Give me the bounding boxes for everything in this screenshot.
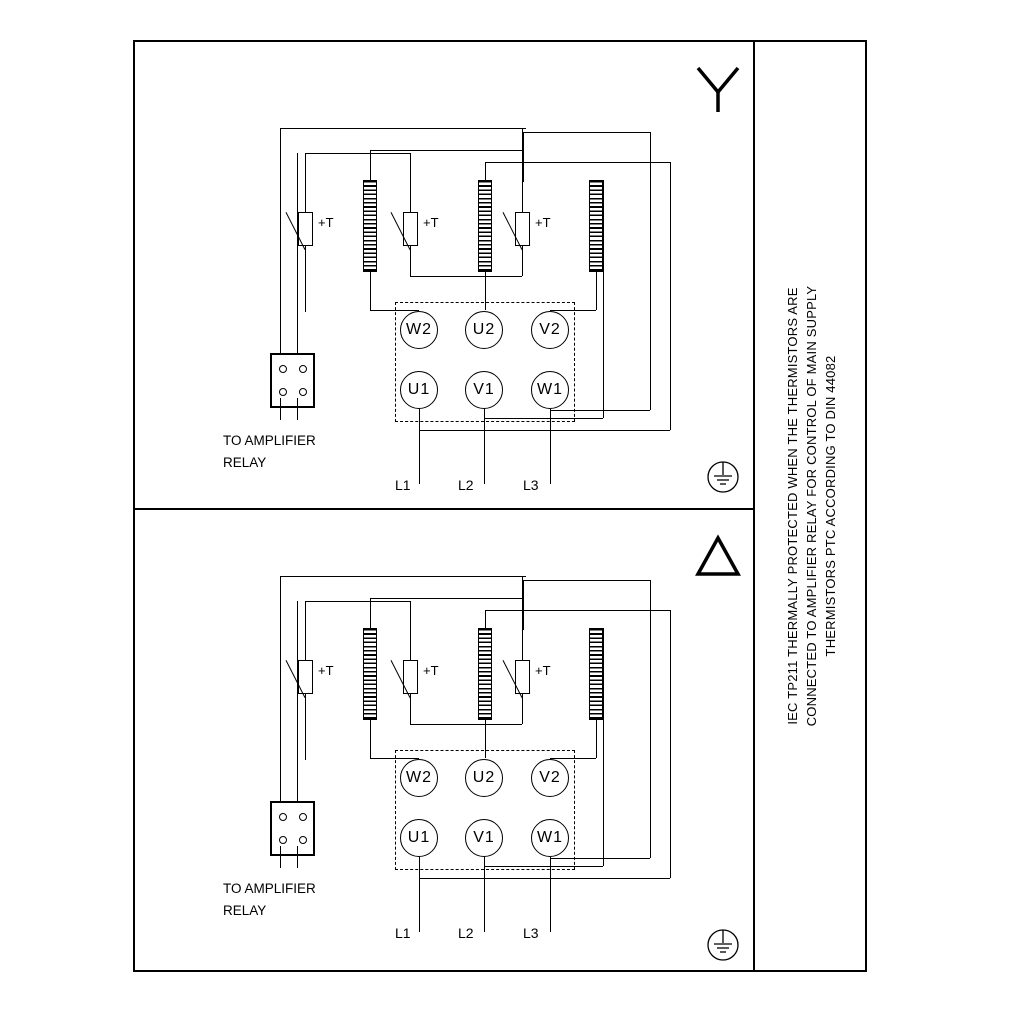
wire-top-loop-2 bbox=[485, 162, 670, 163]
wire-top-loop-3-right bbox=[650, 580, 651, 858]
wire-bottom-link-1 bbox=[419, 430, 670, 431]
winding-coil-3 bbox=[589, 628, 603, 720]
wire-therm-2-down bbox=[410, 694, 411, 724]
wire-therm-2-down bbox=[410, 246, 411, 276]
wire-top-loop-1-v bbox=[370, 598, 371, 630]
wire-therm-1-up bbox=[305, 153, 306, 213]
thermistor-label-3: +T bbox=[535, 215, 551, 230]
wire-therm-1-up bbox=[305, 601, 306, 661]
wire-terminal-out-2 bbox=[297, 398, 298, 420]
wire-top-loop-1 bbox=[370, 150, 523, 151]
node-u2: U2 bbox=[465, 759, 503, 797]
wire-coil3-down bbox=[596, 720, 597, 758]
phase-label-l3: L3 bbox=[523, 925, 539, 941]
wire-coil3-right bbox=[603, 628, 604, 866]
wire-therm-2-3-link bbox=[410, 724, 522, 725]
wire-top-loop-2-v bbox=[485, 162, 486, 182]
wire-coil1-to-w2 bbox=[370, 758, 419, 759]
phase-label-l1: L1 bbox=[395, 477, 411, 493]
node-v2: V2 bbox=[531, 759, 569, 797]
node-u2: U2 bbox=[465, 311, 503, 349]
phase-label-l2: L2 bbox=[458, 925, 474, 941]
amplifier-label-line1: TO AMPLIFIER bbox=[223, 881, 316, 896]
thermistor-2 bbox=[403, 660, 418, 694]
wire-top-loop-3 bbox=[523, 132, 650, 133]
terminal-dot-3 bbox=[279, 388, 287, 396]
wire-bottom-link-2 bbox=[484, 866, 603, 867]
winding-coil-2 bbox=[478, 628, 492, 720]
thermistor-1 bbox=[298, 212, 313, 246]
winding-coil-1 bbox=[363, 180, 377, 272]
wire-coil1-to-w2 bbox=[370, 310, 419, 311]
thermistor-3 bbox=[515, 660, 530, 694]
thermistor-label-1: +T bbox=[318, 663, 334, 678]
node-v2: V2 bbox=[531, 311, 569, 349]
terminal-dot-2 bbox=[299, 365, 307, 373]
wire-top-loop-2-v bbox=[485, 610, 486, 630]
winding-coil-3 bbox=[589, 180, 603, 272]
wire-coil2-down bbox=[485, 720, 486, 758]
wire-therm-2-up bbox=[410, 153, 411, 213]
wire-top-loop-3 bbox=[523, 580, 650, 581]
amplifier-label-line1: TO AMPLIFIER bbox=[223, 433, 316, 448]
node-w2: W2 bbox=[400, 759, 438, 797]
terminal-dot-1 bbox=[279, 365, 287, 373]
wire-l1 bbox=[419, 857, 420, 932]
phase-label-l3: L3 bbox=[523, 477, 539, 493]
wire-therm-3-down bbox=[522, 246, 523, 276]
wire-therm-top-1 bbox=[280, 128, 526, 129]
earth-ground-icon bbox=[701, 455, 745, 499]
winding-coil-1 bbox=[363, 628, 377, 720]
wire-bottom-link-2 bbox=[484, 418, 603, 419]
wire-l2 bbox=[484, 857, 485, 932]
amplifier-label-line2: RELAY bbox=[223, 455, 267, 470]
node-v1: V1 bbox=[465, 371, 503, 409]
wire-top-loop-1 bbox=[370, 598, 523, 599]
thermistor-label-1: +T bbox=[318, 215, 334, 230]
wire-terminal-out-1 bbox=[280, 846, 281, 868]
winding-coil-2 bbox=[478, 180, 492, 272]
wire-l3 bbox=[550, 857, 551, 932]
wire-coil3-to-v2 bbox=[550, 310, 596, 311]
terminal-dot-4 bbox=[299, 388, 307, 396]
wire-top-loop-3-v bbox=[523, 132, 524, 182]
earth-ground-icon bbox=[701, 923, 745, 967]
wire-coil1-down bbox=[370, 272, 371, 310]
wire-top-loop-2-right bbox=[670, 162, 671, 430]
wire-top-loop-2-right bbox=[670, 610, 671, 878]
wire-therm-1-link bbox=[305, 601, 410, 602]
side-note-block bbox=[755, 40, 867, 972]
wire-top-loop-3-right bbox=[650, 132, 651, 410]
wire-therm-3-down bbox=[522, 694, 523, 724]
wire-terminal-out-1 bbox=[280, 398, 281, 420]
node-u1: U1 bbox=[400, 819, 438, 857]
side-note-line-3: THERMISTORS PTC ACCORDING TO DIN 44082 bbox=[822, 355, 838, 657]
phase-label-l2: L2 bbox=[458, 477, 474, 493]
wire-coil3-down bbox=[596, 272, 597, 310]
wire-coil2-down bbox=[485, 272, 486, 310]
wire-coil1-down bbox=[370, 720, 371, 758]
wire-therm-top-1 bbox=[280, 576, 526, 577]
panel-delta-connection bbox=[133, 510, 755, 978]
terminal-dot-3 bbox=[279, 836, 287, 844]
terminal-dot-1 bbox=[279, 813, 287, 821]
wire-l1 bbox=[419, 409, 420, 484]
terminal-dot-2 bbox=[299, 813, 307, 821]
thermistor-label-2: +T bbox=[423, 215, 439, 230]
thermistor-3 bbox=[515, 212, 530, 246]
wire-top-loop-1-v bbox=[370, 150, 371, 182]
wire-therm-2-up bbox=[410, 601, 411, 661]
thermistor-label-2: +T bbox=[423, 663, 439, 678]
thermistor-1 bbox=[298, 660, 313, 694]
wire-therm-1-link bbox=[305, 153, 410, 154]
amplifier-terminal-block bbox=[270, 801, 315, 856]
node-v1: V1 bbox=[465, 819, 503, 857]
node-w2: W2 bbox=[400, 311, 438, 349]
wire-bottom-link-1 bbox=[419, 878, 670, 879]
wire-top-loop-2 bbox=[485, 610, 670, 611]
node-w1: W1 bbox=[531, 819, 569, 857]
phase-label-l1: L1 bbox=[395, 925, 411, 941]
wire-therm-2-3-link bbox=[410, 276, 522, 277]
wire-coil3-to-v2 bbox=[550, 758, 596, 759]
wye-symbol-icon bbox=[688, 60, 748, 120]
wire-bottom-link-3 bbox=[550, 410, 650, 411]
wire-therm-1-down bbox=[305, 694, 306, 760]
side-note-line-1: IEC TP211 THERMALLY PROTECTED WHEN THE THERMISTORS ARE bbox=[784, 287, 800, 725]
wire-therm-1-down bbox=[305, 246, 306, 312]
wire-l2 bbox=[484, 409, 485, 484]
wire-top-loop-3-v bbox=[523, 580, 524, 630]
side-note-line-2: CONNECTED TO AMPLIFIER RELAY FOR CONTROL OF MAIN SUPPLY bbox=[803, 285, 819, 727]
amplifier-label-line2: RELAY bbox=[223, 903, 267, 918]
wire-l3 bbox=[550, 409, 551, 484]
terminal-dot-4 bbox=[299, 836, 307, 844]
thermistor-label-3: +T bbox=[535, 663, 551, 678]
wire-bottom-link-3 bbox=[550, 858, 650, 859]
wire-terminal-out-2 bbox=[297, 846, 298, 868]
delta-symbol-icon bbox=[688, 528, 748, 588]
node-u1: U1 bbox=[400, 371, 438, 409]
wire-coil3-right bbox=[603, 180, 604, 418]
thermistor-2 bbox=[403, 212, 418, 246]
node-w1: W1 bbox=[531, 371, 569, 409]
panel-star-connection bbox=[133, 40, 755, 508]
amplifier-terminal-block bbox=[270, 353, 315, 408]
